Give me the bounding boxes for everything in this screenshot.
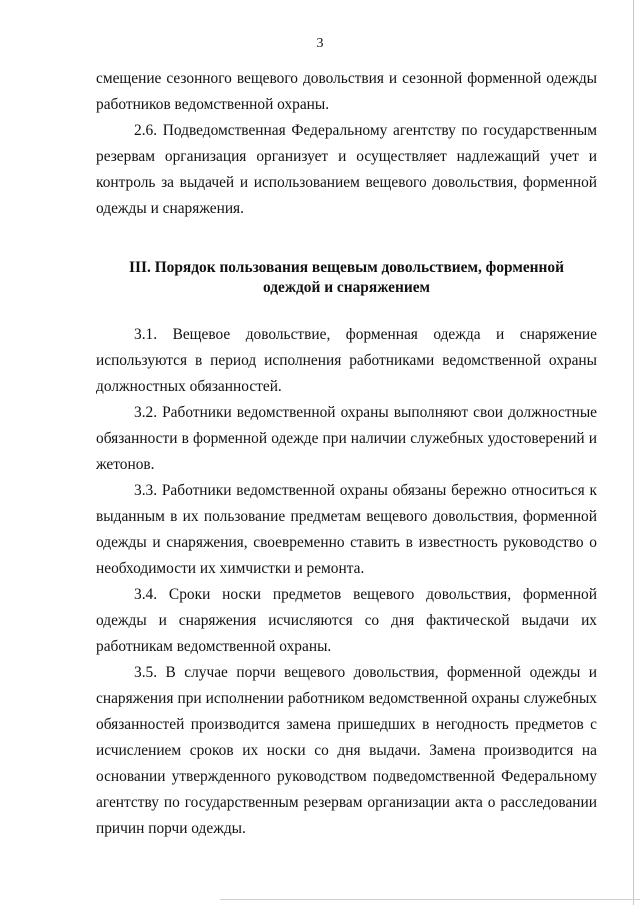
section-heading: III. Порядок пользования вещевым довольствием, форменной одеждой и снаряжением: [129, 259, 564, 296]
paragraph-2-6: 2.6. Подведомственная Федеральному агентству по государственным резервам организация организует и осуществляет надлежащий учет и контроль за выдачей и использованием вещевого довольствия, форменной одежды и снаряжения.: [96, 122, 597, 217]
paragraph-3-3: 3.3. Работники ведомственной охраны обязаны бережно относиться к выданным в их пользование предметам вещевого довольствия, форменной одежды и снаряжения, своевременно ставить в известность руководство о необходимости их химчистки и ремонта.: [96, 482, 597, 577]
paragraph-continuation: смещение сезонного вещевого довольствия и сезонной форменной одежды работников ведомственной охраны.: [96, 70, 597, 113]
paragraph-3-4: 3.4. Сроки носки предметов вещевого довольствия, форменной одежды и снаряжения исчисляются со дня фактической выдачи их работникам ведомственной охраны.: [96, 586, 597, 655]
paragraph-3-5: 3.5. В случае порчи вещевого довольствия, форменной одежды и снаряжения при исполнении работником ведомственной охраны служебных обязанностей производится замена пришедших в негодность предметов с исчислением сроков их носки со дня выдачи. Замена производится на основании утвержденного руководством подведомственной Федеральному агентству по государственным резервам организации акта о расследовании причин порчи одежды.: [96, 664, 597, 837]
paragraph-3-2: 3.2. Работники ведомственной охраны выполняют свои должностные обязанности в форменной одежде при наличии служебных удостоверений и жетонов.: [96, 404, 597, 473]
page-edge-right: [633, 0, 634, 905]
paragraph-3-1: 3.1. Вещевое довольствие, форменная одежда и снаряжение используются в период исполнения работниками ведомственной охраны должностных обязанностей.: [96, 326, 597, 395]
page-number: 3: [316, 36, 324, 51]
page-edge-bottom: [220, 899, 640, 900]
document-body: [96, 66, 597, 842]
